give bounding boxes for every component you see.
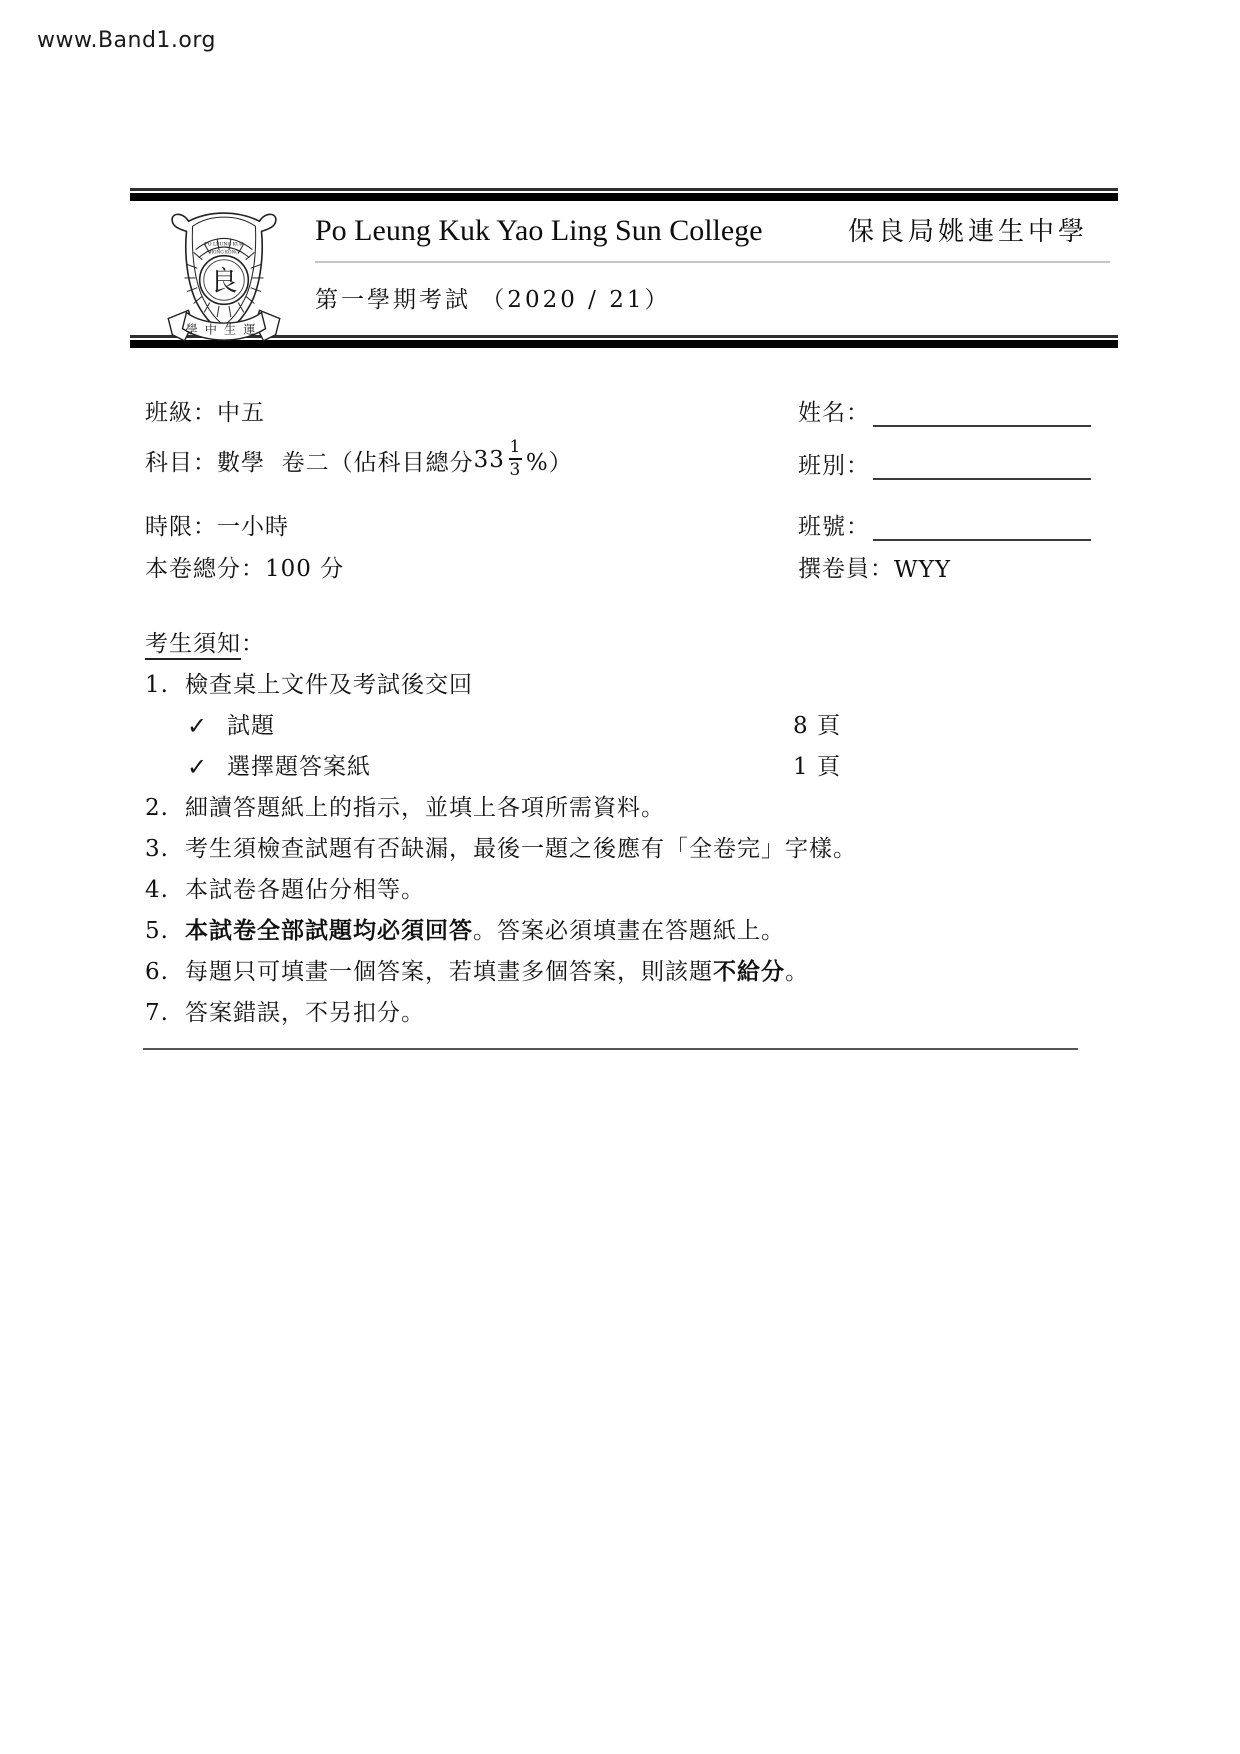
note-item-7 — [145, 997, 1095, 1029]
crest-arc-text-line2: HONG KONG — [209, 250, 239, 256]
note-text-part: 細讀答題紙上的指示，並填上各項所需資料。 — [185, 795, 665, 821]
pages-count: 1 頁 — [793, 754, 841, 780]
total-score-label: 本卷總分： — [145, 556, 265, 582]
setter-field — [798, 550, 1095, 583]
header-rule-top — [130, 188, 1118, 201]
time-label: 時限： — [145, 514, 217, 540]
school-name-row — [315, 211, 1118, 248]
note-text — [185, 669, 1095, 701]
school-name-chinese: 保良局姚連生中學 — [847, 217, 1088, 247]
note-text-part: 。答案必須填畫在答題紙上。 — [473, 918, 785, 944]
notes-title-text: 考生須知 — [145, 631, 241, 660]
candidate-notes-section — [145, 628, 1095, 1029]
class-value: 中五 — [217, 400, 265, 426]
name-blank-line — [873, 401, 1091, 427]
class-number-blank-line — [873, 515, 1091, 541]
check-icon: ✓ — [187, 712, 209, 740]
crest-monogram: 良 — [210, 266, 238, 298]
note-item-6 — [145, 956, 1095, 988]
crest-arc-text-line1: PO LEUNG KUK — [204, 242, 244, 248]
note-text-part-bold: 不給分 — [713, 958, 785, 985]
header — [130, 188, 1118, 348]
header-rule-top-thick — [130, 193, 1118, 201]
note-text — [185, 956, 1095, 988]
note-subitem-2 — [145, 751, 1095, 783]
note-number: 7. — [145, 1000, 169, 1026]
note-number: 5. — [145, 918, 169, 944]
notes-title — [145, 628, 1095, 660]
subject-prefix: 數學 卷二（佔科目總分 — [217, 449, 474, 476]
note-item-3 — [145, 833, 1095, 865]
fraction-one-third — [509, 439, 522, 479]
note-item-2 — [145, 792, 1095, 824]
subitem-text: 試題 — [227, 713, 275, 739]
watermark-url: www.Band1.org — [37, 28, 217, 53]
total-score-value: 100 分 — [265, 556, 345, 582]
class-field — [145, 394, 798, 427]
class-number-field — [798, 508, 1095, 541]
note-text-part: 檢查桌上文件及考試後交回 — [185, 672, 473, 698]
info-row-1 — [145, 394, 1095, 427]
subject-suffix: %） — [525, 449, 573, 476]
note-text-part: 考生須檢查試題有否缺漏，最後一題之後應有「全卷完」字樣。 — [185, 836, 857, 862]
exam-title: 第一學期考試 （2020 / 21） — [315, 287, 671, 313]
note-item-5 — [145, 915, 1095, 947]
notes-title-colon: ： — [241, 631, 265, 657]
class-group-field — [798, 440, 1095, 480]
note-text — [185, 874, 1095, 906]
subject-field — [145, 437, 798, 480]
time-value: 一小時 — [217, 514, 289, 540]
setter-label: 撰卷員： — [798, 556, 894, 582]
note-text — [185, 915, 1095, 947]
header-body — [130, 201, 1118, 335]
crest-motto: 學中生運 — [185, 322, 263, 337]
time-field — [145, 508, 798, 541]
fraction-numerator: 1 — [509, 437, 522, 457]
note-number: 3. — [145, 836, 169, 862]
school-name-english: Po Leung Kuk Yao Ling Sun College — [315, 214, 763, 247]
note-text — [185, 792, 1095, 824]
note-number: 2. — [145, 795, 169, 821]
school-crest-logo — [156, 205, 292, 357]
subject-frac-whole: 33 — [473, 447, 505, 473]
note-item-4 — [145, 874, 1095, 906]
note-item-1 — [145, 669, 1095, 701]
note-number: 6. — [145, 959, 169, 985]
class-group-blank-line — [873, 454, 1091, 480]
header-titles — [315, 201, 1118, 314]
note-number: 4. — [145, 877, 169, 903]
total-score-field — [145, 550, 798, 583]
check-icon: ✓ — [187, 753, 209, 781]
note-text-part: 。 — [785, 959, 809, 985]
note-text-part: 答案錯誤，不另扣分。 — [185, 1000, 425, 1026]
note-subitem-1 — [145, 710, 1095, 742]
note-text-part: 本試卷各題佔分相等。 — [185, 877, 425, 903]
note-text — [185, 997, 1095, 1029]
fraction-denominator: 3 — [509, 460, 522, 480]
class-group-label: 班別： — [798, 453, 870, 479]
name-label: 姓名： — [798, 400, 870, 426]
info-row-2 — [145, 437, 1095, 480]
setter-value: WYY — [894, 557, 952, 583]
bottom-divider — [143, 1048, 1078, 1050]
note-text-part: 每題只可填畫一個答案，若填畫多個答案，則該題 — [185, 959, 713, 985]
header-divider — [315, 261, 1110, 263]
class-label: 班級： — [145, 400, 217, 426]
name-field — [798, 394, 1095, 427]
header-rule-top-thin — [130, 188, 1118, 191]
subitem-text: 選擇題答案紙 — [227, 754, 371, 780]
class-number-label: 班號： — [798, 514, 870, 540]
info-row-3 — [145, 508, 1095, 541]
subject-label: 科目： — [145, 449, 217, 476]
note-text — [185, 833, 1095, 865]
note-text-part-bold: 本試卷全部試題均必須回答 — [185, 917, 473, 944]
note-number: 1. — [145, 672, 169, 698]
info-row-4 — [145, 550, 1095, 583]
pages-count: 8 頁 — [793, 713, 841, 739]
